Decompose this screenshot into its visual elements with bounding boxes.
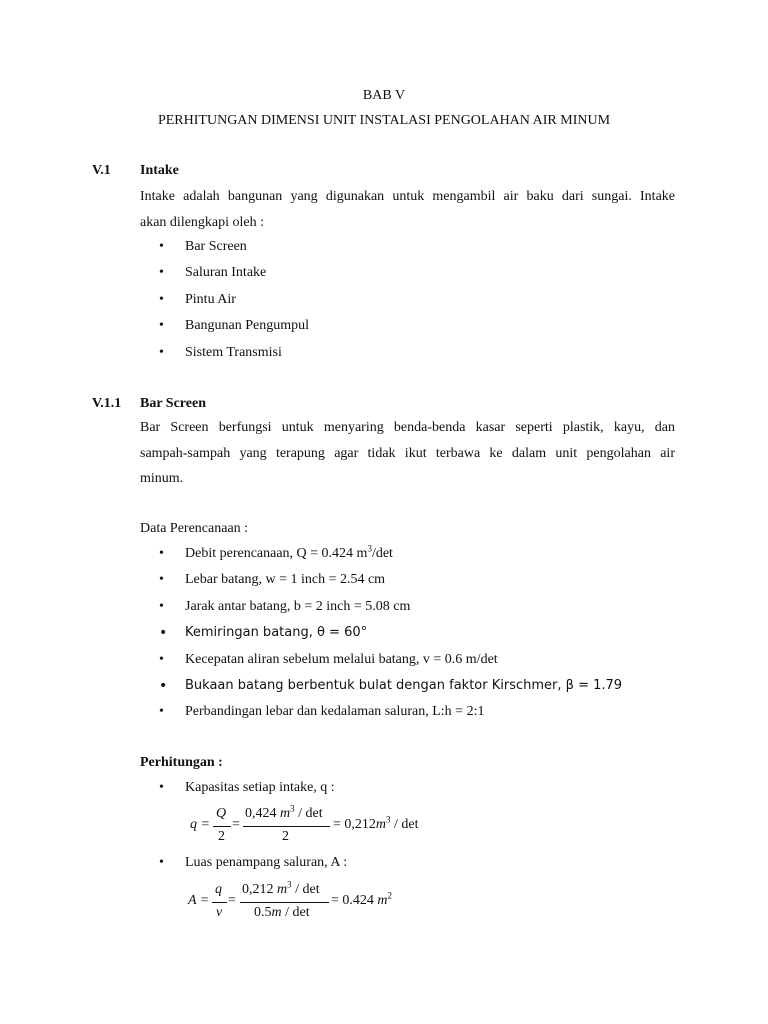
list-item: • Luas penampang saluran, A : xyxy=(140,850,347,876)
eq-denominator: 2 xyxy=(282,829,289,844)
eq-numerator: Q xyxy=(216,806,227,821)
list-item: • Pintu Air xyxy=(140,287,309,313)
debit-exponent: 3 xyxy=(367,543,372,554)
section-heading: Intake xyxy=(140,163,179,178)
eq-symbol: A = xyxy=(188,893,210,908)
paragraph-line: minum. xyxy=(140,471,184,486)
subsection-number: V.1.1 xyxy=(92,396,122,411)
paragraph-line: sampah-sampah yang terapung agar tidak ikut terbawa ke dalam unit pengolahan air xyxy=(140,445,675,461)
eq-numerator: 0,424 $m^3$ / det xyxy=(245,803,323,821)
section-paragraph xyxy=(140,184,675,235)
fraction-bar xyxy=(240,902,329,903)
paragraph-line: Intake adalah bangunan yang digunakan untuk mengambil air baku dari sungai. Intake xyxy=(140,189,675,204)
debit-text: Debit perencanaan, Q = 0.424 m xyxy=(185,546,368,561)
data-perencanaan-label: Data Perencanaan : xyxy=(140,521,249,536)
list-item: • Bukaan batang berbentuk bulat dengan faktor Kirschmer, β = 1.79 xyxy=(140,673,622,699)
list-item: • Sistem Transmisi xyxy=(140,340,309,366)
eq-denominator: 2 xyxy=(218,829,225,844)
list-item: • Perbandingan lebar dan kedalaman saluran, L:h = 2:1 xyxy=(140,699,622,725)
paragraph-line: Bar Screen berfungsi untuk menyaring benda-benda kasar seperti plastik, kayu, dan xyxy=(140,420,675,435)
eq-denominator: v xyxy=(216,905,223,920)
design-data-list xyxy=(140,541,622,726)
eq-sign: = xyxy=(232,817,240,832)
intake-component-list xyxy=(140,234,309,366)
eq-symbol: q = xyxy=(190,817,210,832)
list-item: • Kecepatan aliran sebelum melalui batang, v = 0.6 m/det xyxy=(140,647,622,673)
list-item: • Kapasitas setiap intake, q : xyxy=(140,775,335,801)
chapter-label: BAB V xyxy=(362,88,406,103)
list-item: • Bar Screen xyxy=(140,234,309,260)
list-item: • Bangunan Pengumpul xyxy=(140,313,309,339)
debit-unit: /det xyxy=(371,546,393,561)
eq-result: = $0,212m^3$ / det xyxy=(333,814,419,832)
calc-list-1 xyxy=(140,775,335,801)
eq-numerator: 0,212 $m^3$ / det xyxy=(242,879,320,897)
calc-list-2 xyxy=(140,850,347,876)
section-number: V.1 xyxy=(92,163,111,178)
subsection-heading: Bar Screen xyxy=(140,396,206,411)
subsection-paragraph xyxy=(140,415,675,492)
list-item: • Lebar batang, w = 1 inch = 2.54 cm xyxy=(140,567,622,593)
list-item: • Kemiringan batang, θ = 60° xyxy=(140,620,622,646)
eq-denominator: 0.5m / det xyxy=(254,905,310,920)
perhitungan-heading: Perhitungan : xyxy=(140,755,223,770)
chapter-title: PERHITUNGAN DIMENSI UNIT INSTALASI PENGOLAHAN AIR MINUM xyxy=(157,113,611,128)
eq-numerator: q xyxy=(215,882,222,897)
fraction-bar xyxy=(212,902,227,903)
fraction-bar xyxy=(213,826,231,827)
paragraph-line: akan dilengkapi oleh : xyxy=(140,214,265,230)
eq-sign: = xyxy=(228,893,236,908)
list-item: • Jarak antar batang, b = 2 inch = 5.08 cm xyxy=(140,594,622,620)
list-item xyxy=(140,541,622,567)
fraction-bar xyxy=(243,826,330,827)
eq-result: = 0.424 $m^2$ xyxy=(331,890,393,908)
list-item: • Saluran Intake xyxy=(140,260,309,286)
